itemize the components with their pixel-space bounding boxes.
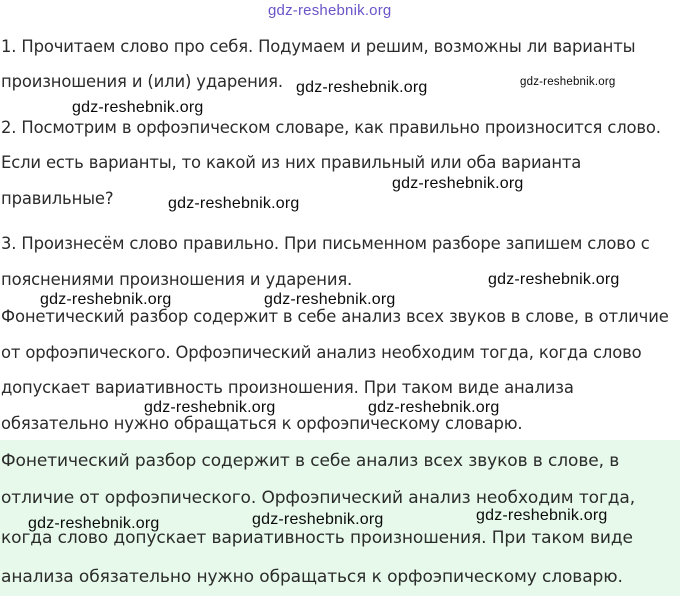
text-line-8: Фонетический разбор содержит в себе анализ всех звуков в слове, в отличие bbox=[1, 307, 669, 326]
text-line-5: правильные? bbox=[1, 189, 114, 208]
text-line-6: 3. Произнесём слово правильно. При письменном разборе запишем слово с bbox=[1, 234, 650, 253]
text-line-11: обязательно нужно обращаться к орфоэпическому словарю. bbox=[1, 414, 523, 433]
text-line-2: произношения и (или) ударения. bbox=[1, 72, 283, 91]
text-line-9: от орфоэпического. Орфоэпический анализ необходим тогда, когда слово bbox=[1, 343, 642, 362]
answer-line-4: анализа обязательно нужно обращаться к орфоэпическому словарю. bbox=[1, 567, 623, 587]
watermark: gdz-reshebnik.org bbox=[368, 399, 500, 416]
watermark: gdz-reshebnik.org bbox=[168, 195, 300, 212]
watermark: gdz-reshebnik.org bbox=[476, 507, 608, 524]
text-line-7: пояснениями произношения и ударения. bbox=[1, 270, 353, 289]
text-line-10: допускает вариативность произношения. При таком виде анализа bbox=[1, 378, 574, 397]
watermark: gdz-reshebnik.org bbox=[72, 99, 204, 116]
watermark: gdz-reshebnik.org bbox=[40, 291, 172, 308]
answer-line-2: отличие от орфоэпического. Орфоэпический анализ необходим тогда, bbox=[1, 488, 636, 508]
answer-line-1: Фонетический разбор содержит в себе анализ всех звуков в слове, в bbox=[1, 451, 620, 471]
answer-line-3: когда слово допускает вариативность произношения. При таком виде bbox=[1, 528, 633, 548]
watermark: gdz-reshebnik.org bbox=[252, 511, 384, 528]
text-line-4: Если есть варианты, то какой из них правильный или оба варианта bbox=[1, 153, 582, 172]
watermark: gdz-reshebnik.org bbox=[520, 76, 616, 88]
watermark: gdz-reshebnik.org bbox=[296, 79, 428, 96]
watermark-top: gdz-reshebnik.org bbox=[268, 2, 392, 19]
watermark: gdz-reshebnik.org bbox=[264, 291, 396, 308]
watermark: gdz-reshebnik.org bbox=[28, 515, 160, 532]
watermark: gdz-reshebnik.org bbox=[392, 175, 524, 192]
text-line-3: 2. Посмотрим в орфоэпическом словаре, как правильно произносится слово. bbox=[1, 118, 661, 137]
text-line-1: 1. Прочитаем слово про себя. Подумаем и решим, возможны ли варианты bbox=[1, 37, 636, 56]
watermark: gdz-reshebnik.org bbox=[144, 399, 276, 416]
watermark: gdz-reshebnik.org bbox=[488, 271, 620, 288]
